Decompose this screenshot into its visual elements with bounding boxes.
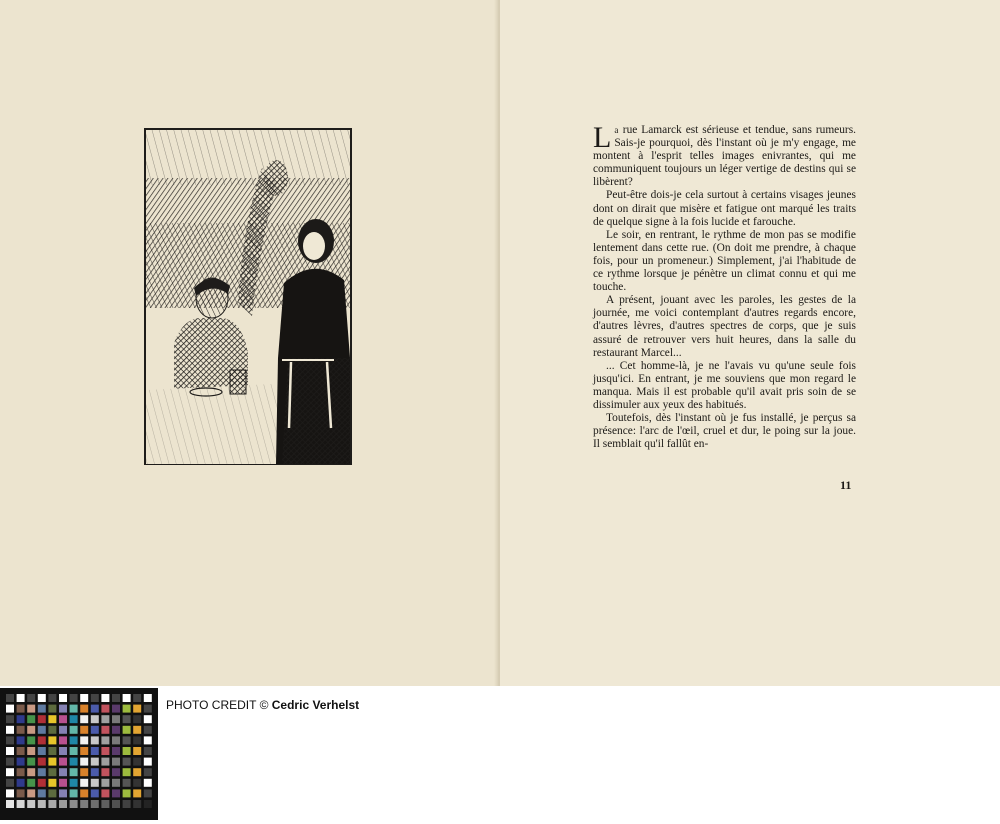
color-patch	[6, 779, 14, 787]
color-patch	[91, 779, 99, 787]
paragraph-text: rue Lamarck est sérieuse et tendue, sans rumeurs. Sais-je pourquoi, dès l'instant où je m'y engage, me montent à l'esprit telles images enivrantes, qui me communiquent toujours un léger vertige de destins qui se libèrent?	[593, 124, 856, 189]
color-patch	[144, 779, 152, 787]
color-patch	[112, 715, 120, 723]
color-patch	[48, 768, 56, 776]
color-patch	[133, 758, 141, 766]
color-patch	[27, 789, 35, 797]
color-patch	[112, 800, 120, 808]
color-patch	[101, 779, 109, 787]
color-patch	[80, 747, 88, 755]
color-patch	[70, 705, 78, 713]
color-patch	[17, 779, 25, 787]
color-patch	[144, 694, 152, 702]
dropcap-letter: L	[593, 121, 612, 154]
color-patch	[27, 747, 35, 755]
color-patch	[17, 789, 25, 797]
color-patch	[27, 694, 35, 702]
color-patch	[91, 747, 99, 755]
color-patch	[48, 800, 56, 808]
color-patch	[80, 715, 88, 723]
color-patch	[101, 768, 109, 776]
color-patch	[17, 747, 25, 755]
color-patch	[27, 758, 35, 766]
color-patch	[48, 758, 56, 766]
color-patch	[17, 800, 25, 808]
color-patch	[70, 694, 78, 702]
color-patch	[70, 800, 78, 808]
color-patch	[133, 705, 141, 713]
color-patch	[112, 758, 120, 766]
paragraph-3: Le soir, en rentrant, le rythme de mon pas se modifie lentement dans cette rue. (On doit me prendre, à chaque fois, pour un promeneur.) Simplement, j'ai l'habitude de ce rythme lorsque je pénètre un climat connu et qui me touche.	[593, 228, 856, 294]
color-patch	[38, 758, 46, 766]
color-patch	[70, 758, 78, 766]
color-patch	[91, 726, 99, 734]
color-patch	[123, 694, 131, 702]
paragraph-6: Toutefois, dès l'instant où je fus installé, je perçus sa présence: l'arc de l'œil, cruel et dur, le poing sur la joue. Il semblait qu'il fallût en-	[593, 412, 856, 451]
color-patch	[38, 779, 46, 787]
color-patch	[6, 800, 14, 808]
color-patch	[112, 736, 120, 744]
color-patch	[123, 779, 131, 787]
color-patch	[80, 779, 88, 787]
color-patch	[17, 694, 25, 702]
color-patch	[112, 705, 120, 713]
paragraph-4: A présent, jouant avec les paroles, les gestes de la journée, me voici contemplant d'autres regards encore, d'autres lèvres, d'autres spectres de corps, que je suis assuré de retrouver vers huit heures, dans la salle du restaurant Marcel...	[593, 294, 856, 359]
color-patch	[6, 789, 14, 797]
color-patch	[70, 789, 78, 797]
color-patch	[59, 747, 67, 755]
color-patch	[17, 768, 25, 776]
color-patch	[59, 758, 67, 766]
paragraph-1	[593, 121, 856, 189]
color-patch	[123, 758, 131, 766]
color-patch	[48, 779, 56, 787]
color-patch	[144, 705, 152, 713]
color-patch	[112, 694, 120, 702]
color-patch	[6, 768, 14, 776]
color-patch	[17, 736, 25, 744]
color-patch	[38, 726, 46, 734]
color-patch	[17, 758, 25, 766]
color-patch	[6, 715, 14, 723]
color-patch	[144, 768, 152, 776]
color-patch	[123, 747, 131, 755]
color-patch	[38, 789, 46, 797]
color-patch	[59, 800, 67, 808]
color-patch	[48, 747, 56, 755]
color-patch	[6, 747, 14, 755]
color-patch	[70, 768, 78, 776]
color-patch	[6, 758, 14, 766]
color-patch	[38, 768, 46, 776]
color-patch	[17, 715, 25, 723]
color-patch	[48, 736, 56, 744]
color-patch	[59, 736, 67, 744]
color-patch	[70, 726, 78, 734]
color-patch	[123, 768, 131, 776]
color-patch	[101, 736, 109, 744]
color-patch	[101, 800, 109, 808]
color-patch	[91, 758, 99, 766]
photo-credit	[166, 698, 359, 712]
color-patch	[91, 736, 99, 744]
color-patch	[59, 789, 67, 797]
color-patch	[48, 705, 56, 713]
color-patch	[48, 789, 56, 797]
color-patch	[38, 736, 46, 744]
color-patch	[17, 705, 25, 713]
color-patch	[123, 715, 131, 723]
color-patch	[38, 800, 46, 808]
color-patch	[91, 715, 99, 723]
color-patch	[38, 747, 46, 755]
color-patch	[123, 736, 131, 744]
paragraph-2: Peut-être dois-je cela surtout à certains visages jeunes dont on dirait que misère et fatigue ont marqué les traits de quelque signe à la fois lucide et farouche.	[593, 189, 856, 228]
color-patch	[133, 726, 141, 734]
color-patch	[27, 705, 35, 713]
color-patch	[123, 789, 131, 797]
color-patch	[38, 694, 46, 702]
color-patch	[112, 789, 120, 797]
color-patch	[6, 705, 14, 713]
color-patch	[112, 726, 120, 734]
color-patch	[133, 768, 141, 776]
color-patch	[59, 715, 67, 723]
color-patch	[59, 705, 67, 713]
color-patch	[112, 779, 120, 787]
color-patch	[123, 800, 131, 808]
color-patch	[38, 705, 46, 713]
color-patch	[101, 694, 109, 702]
color-patch	[133, 694, 141, 702]
color-patch	[144, 758, 152, 766]
color-patch	[27, 736, 35, 744]
color-patch	[123, 705, 131, 713]
color-patch	[144, 747, 152, 755]
color-patch	[70, 715, 78, 723]
color-patch	[133, 715, 141, 723]
color-patch	[144, 789, 152, 797]
color-patch	[27, 715, 35, 723]
color-patch	[70, 736, 78, 744]
color-patch	[133, 747, 141, 755]
color-patch	[80, 789, 88, 797]
color-patch	[80, 800, 88, 808]
color-patch	[80, 705, 88, 713]
color-patch	[101, 726, 109, 734]
color-patch	[70, 747, 78, 755]
color-patch	[101, 747, 109, 755]
color-patch	[101, 789, 109, 797]
color-patch	[133, 800, 141, 808]
color-patch	[48, 726, 56, 734]
color-patch	[144, 800, 152, 808]
color-patch	[123, 726, 131, 734]
color-patch	[59, 694, 67, 702]
color-patch	[59, 779, 67, 787]
color-patch	[133, 736, 141, 744]
color-patch	[6, 736, 14, 744]
color-patch	[133, 779, 141, 787]
color-patch	[48, 715, 56, 723]
color-patch	[80, 736, 88, 744]
color-patch	[59, 768, 67, 776]
page-number: 11	[840, 478, 852, 492]
color-patch	[144, 715, 152, 723]
color-patch	[80, 694, 88, 702]
color-patch	[59, 726, 67, 734]
credit-prefix: PHOTO CREDIT ©	[166, 698, 269, 712]
color-patch	[101, 705, 109, 713]
color-patch	[27, 726, 35, 734]
color-patch	[27, 768, 35, 776]
color-patch	[6, 726, 14, 734]
dropcap-continuation: a	[614, 125, 619, 135]
color-patch	[112, 747, 120, 755]
color-patch	[27, 800, 35, 808]
color-patch	[101, 715, 109, 723]
color-patch	[48, 694, 56, 702]
color-patch	[80, 758, 88, 766]
color-patch	[101, 758, 109, 766]
color-patch	[38, 715, 46, 723]
color-patch	[91, 789, 99, 797]
color-patch	[6, 694, 14, 702]
color-patch	[70, 779, 78, 787]
body-text	[593, 121, 856, 451]
color-patch	[144, 736, 152, 744]
lithograph-illustration	[144, 128, 352, 465]
color-patch	[80, 726, 88, 734]
credit-name: Cedric Verhelst	[271, 698, 360, 712]
color-patch	[91, 800, 99, 808]
color-patch	[112, 768, 120, 776]
color-calibration-chart	[0, 688, 158, 820]
color-patch	[91, 694, 99, 702]
color-patch	[17, 726, 25, 734]
color-patch	[91, 705, 99, 713]
paragraph-5: ... Cet homme-là, je ne l'avais vu qu'une seule fois jusqu'ici. En entrant, je me souviens que mon regard le manqua. Mais il est probable qu'il avait pris soin de se dissimuler aux yeux des habitués.	[593, 359, 856, 411]
color-patch	[133, 789, 141, 797]
color-patch	[27, 779, 35, 787]
color-patch	[144, 726, 152, 734]
left-page	[0, 0, 498, 686]
color-patch	[91, 768, 99, 776]
color-patch	[80, 768, 88, 776]
